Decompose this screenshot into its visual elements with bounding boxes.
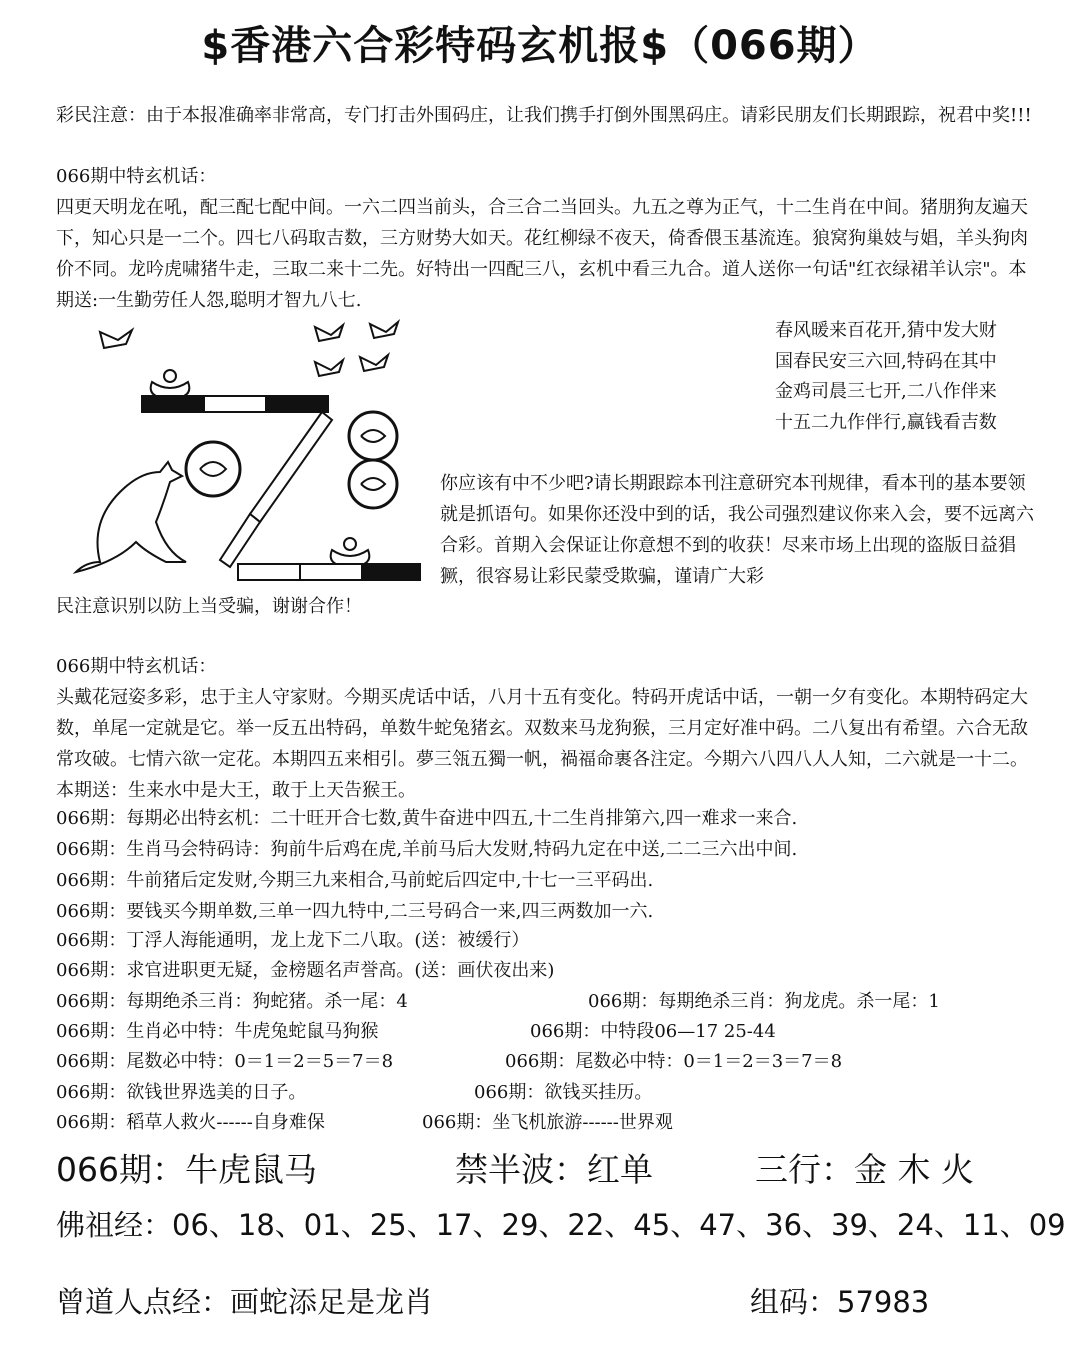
diagonal-bar-icon <box>220 412 332 567</box>
pair-left: 066期：生肖必中特：牛虎兔蛇鼠马狗猴 <box>56 1021 379 1042</box>
section1-text: 四更天明龙在吼，配三配七配中间。一六二四当前头，合三合二当回头。九五之尊为正气，十二生肖在中间。猪朋狗友遍天下，知心只是一二个。四七八码取吉数，三方财势大如天。花红柳绿不夜天，倚香偎玉基流连。狼窝狗巢妓与娼，羊头狗肉价不同。龙吟虎啸猪牛走，三取二来十二先。好特出一四配三八，玄机中看三九合。道人送你一句话"红衣绿裙羊认宗"。本期送:一生勤劳任人怨,聪明才智九八七. <box>56 197 1028 311</box>
section2-heading: 066期中特玄机话： <box>56 656 217 677</box>
rhyme-line: 国春民安三六回,特码在其中 <box>775 350 997 372</box>
rhyme-line: 春风暖来百花开,猜中发大财 <box>775 320 997 341</box>
prediction-line: 066期：求官进职更无疑，金榜题名声誉高。(送：画伏夜出来) <box>56 960 555 981</box>
advice-text: 你应该有中不少吧?请长期跟踪本刊注意研究本刊规律，看本刊的基本要领就是抓语句。如果你还没中到的话，我公司强烈建议你来入会，要不远离六合彩。首期入会保证让你意想不到的收获！尽来市场上出现的盗版日益猖獗，很容易让彩民蒙受欺骗，谨请广大彩 <box>440 473 1034 587</box>
pair-right: 066期：尾数必中特：0＝1＝2＝3＝7＝8 <box>505 1051 843 1072</box>
rhyme-line: 金鸡司晨三七开,二八作伴来 <box>775 381 997 402</box>
rhyme-block <box>775 316 997 438</box>
fozu-numbers: 佛祖经：06、18、01、25、17、29、22、45、47、36、39、24、11、09 <box>56 1208 1066 1242</box>
birds-icon <box>100 322 398 376</box>
zodiac-illustration <box>60 312 430 592</box>
prediction-line: 066期：每期必出特玄机：二十旺开合七数,黄牛奋进中四五,十二生肖排第六,四一难求一来合. <box>56 808 798 829</box>
zengdao-hint: 曾道人点经：画蛇添足是龙肖 <box>56 1285 434 1319</box>
top-bar-icon <box>142 396 328 412</box>
prediction-line: 066期：要钱买今期单数,三单一四九特中,二三号码合一来,四三两数加一六. <box>56 901 654 922</box>
notice-text: 彩民注意：由于本报准确率非常高，专门打击外围码庄，让我们携手打倒外围黑码庄。请彩民朋友们长期跟踪，祝君中奖!!! <box>56 105 1032 126</box>
pair-left: 066期：稻草人救火------自身难保 <box>56 1112 325 1133</box>
pair-left: 066期：每期绝杀三肖：狗蛇猪。杀一尾：4 <box>56 991 408 1012</box>
ban-wave: 禁半波：红单 <box>455 1150 653 1189</box>
rhyme-line: 十五二九作伴行,赢钱看吉数 <box>775 411 997 433</box>
kangaroo-icon <box>76 462 186 572</box>
prediction-line: 066期：丁浮人海能通明，龙上龙下二八取。(送：被缓行） <box>56 930 530 951</box>
pair-right: 066期：欲钱买挂历。 <box>474 1082 653 1103</box>
bottom-bar-icon <box>238 564 420 580</box>
pair-right: 066期：坐飞机旅游------世界观 <box>422 1112 673 1133</box>
prediction-line: 066期：牛前猪后定发财,今期三九来相合,马前蛇后四定中,十七一三平码出. <box>56 870 654 891</box>
period-zodiac: 066期：牛虎鼠马 <box>56 1150 317 1189</box>
section1-heading: 066期中特玄机话： <box>56 166 217 187</box>
page-title: $香港六合彩特码玄机报$（066期） <box>201 23 879 69</box>
pair-left: 066期：欲钱世界选美的日子。 <box>56 1082 307 1103</box>
advice-tail: 民注意识别以防上当受骗，谢谢合作！ <box>56 596 362 617</box>
pair-right: 066期：中特段06—17 25-44 <box>530 1021 776 1042</box>
three-elements: 三行：金 木 火 <box>755 1150 974 1189</box>
prediction-line: 066期：生肖马会特码诗：狗前牛后鸡在虎,羊前马后大发财,特码九定在中送,二二三六出中间. <box>56 839 798 860</box>
pair-right: 066期：每期绝杀三肖：狗龙虎。杀一尾：1 <box>588 991 940 1012</box>
group-code: 组码：57983 <box>750 1285 930 1319</box>
section2-text: 头戴花冠姿多彩，忠于主人守家财。今期买虎话中话，八月十五有变化。特码开虎话中话，一朝一夕有变化。本期特码定大数，单尾一定就是它。举一反五出特码，单数牛蛇兔猪玄。双数来马龙狗猴，三月定好准中码。二八复出有希望。六合无敌常攻破。七情六欲一定花。本期四五来相引。夢三瓴五獨一帆，禍福命裹各注定。今期六八四八人人知，二六就是一十二。本期送：生来水中是大王，敢于上天告猴王。 <box>56 687 1028 801</box>
pair-left: 066期：尾数必中特：0＝1＝2＝5＝7＝8 <box>56 1051 394 1072</box>
